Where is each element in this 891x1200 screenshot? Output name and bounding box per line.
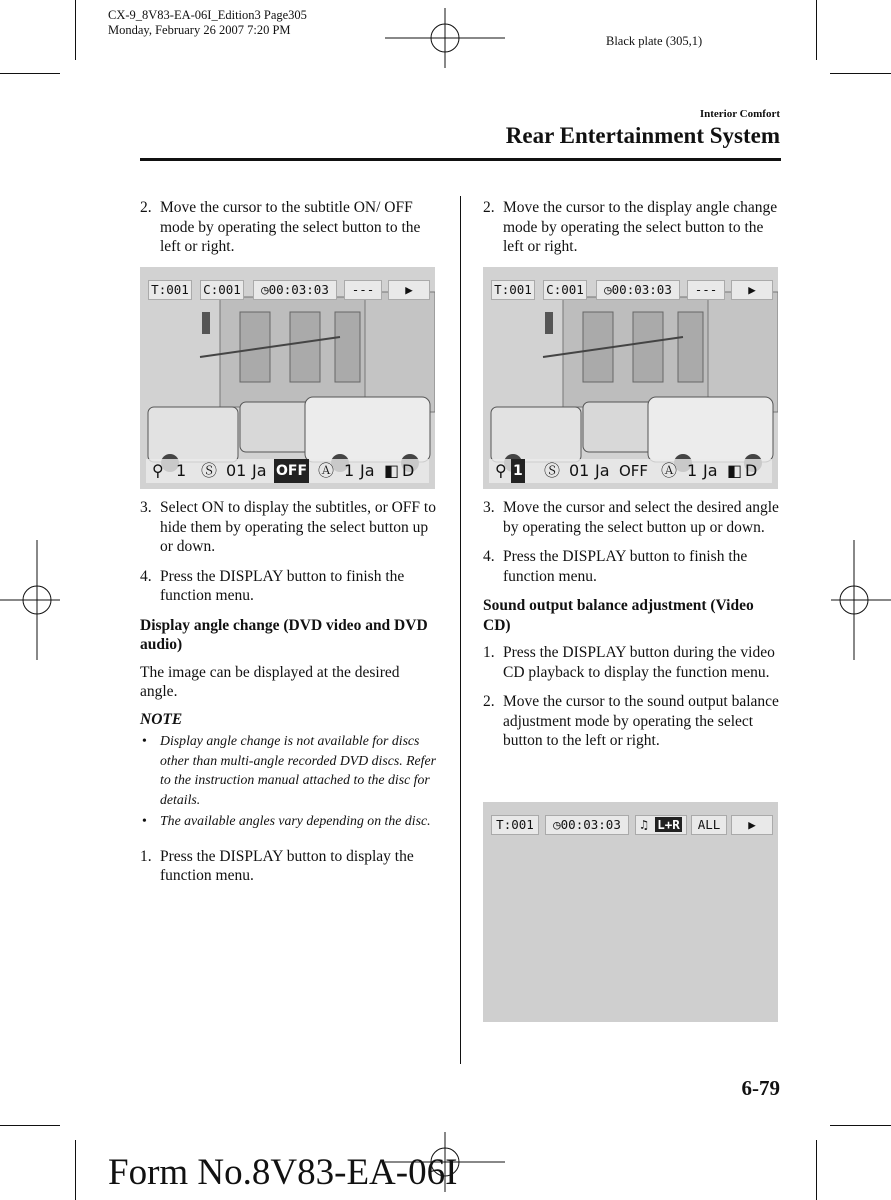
step <box>140 847 440 886</box>
crop-mark <box>816 0 817 60</box>
sound-balance-value: L+R <box>657 817 680 832</box>
repeat-mode: --- <box>344 280 382 300</box>
note-text: Display angle change is not available for discs other than multi-angle recorded DVD discs. Refer to the instruction manual attached to the disc for details. <box>160 733 437 807</box>
clock-icon: ◷ <box>604 282 612 297</box>
street-scene-image <box>483 267 778 489</box>
crop-mark <box>0 1125 60 1126</box>
step <box>483 498 781 537</box>
repeat-mode: --- <box>687 280 725 300</box>
audio-language: Ja <box>703 461 718 480</box>
audio-icon: Ⓐ <box>661 461 678 480</box>
chapter-number: C:001 <box>200 280 244 300</box>
step <box>140 198 440 257</box>
crop-mark <box>75 0 76 60</box>
column-divider <box>460 196 461 1064</box>
step-number: 3. <box>140 499 152 516</box>
subtitle-state: OFF <box>619 462 649 480</box>
step-number: 2. <box>140 199 152 216</box>
audio-icon: Ⓐ <box>318 461 335 480</box>
angle-icon: ⚲ <box>152 461 164 480</box>
elapsed-time <box>253 280 337 300</box>
clock-icon: ◷ <box>261 282 269 297</box>
step-number: 1. <box>140 847 152 865</box>
crop-mark <box>816 1140 817 1200</box>
dolby-icon: ◧ <box>727 461 743 480</box>
paragraph: The image can be displayed at the desired angle. <box>140 663 400 700</box>
title-number: T:001 <box>491 280 535 300</box>
section-label: Interior Comfort <box>699 108 780 120</box>
step <box>483 692 781 751</box>
audio-number: 1 <box>344 461 355 480</box>
form-number: Form No.8V83-EA-06I <box>108 1152 458 1193</box>
note-text: The available angles vary depending on the disc. <box>160 813 431 828</box>
left-column <box>140 198 440 267</box>
angle-number: 1 <box>176 461 187 480</box>
step-text: Press the DISPLAY button to finish the function menu. <box>503 548 748 585</box>
music-note-icon: ♫ <box>640 817 648 832</box>
dvd-screen-angle <box>483 267 778 489</box>
crop-mark <box>830 73 891 74</box>
step <box>483 547 781 586</box>
step-text: Move the cursor to the display angle change mode by operating the select button to the left or right. <box>503 199 778 255</box>
subtitle-language: Ja <box>595 461 610 480</box>
subtitle-state-selected: OFF <box>274 459 309 483</box>
step-number: 4. <box>483 548 495 565</box>
step-text: Move the cursor to the sound output balance adjustment mode by operating the select button to the left or right. <box>503 693 779 749</box>
subtitle-number: 01 <box>226 461 247 480</box>
registration-mark-icon <box>0 540 60 660</box>
dvd-screen-subtitle <box>140 267 435 489</box>
sound-balance <box>635 815 687 835</box>
note-bullet <box>140 811 440 831</box>
elapsed-time <box>545 815 629 835</box>
note-bullet <box>140 731 440 809</box>
step-text: Select ON to display the subtitles, or OFF to hide them by operating the select button up or down. <box>160 499 436 555</box>
left-column-lower <box>140 498 440 896</box>
step-text: Press the DISPLAY button to display the function menu. <box>160 847 414 884</box>
note-heading: NOTE <box>140 710 183 728</box>
step-text: Move the cursor to the subtitle ON/ OFF mode by operating the select button to the left or right. <box>160 199 421 255</box>
print-header-line2: Monday, February 26 2007 7:20 PM <box>108 23 291 37</box>
crop-mark <box>830 1125 891 1126</box>
subtitle-icon: Ⓢ <box>544 461 561 480</box>
page-number: 6-79 <box>741 1076 780 1100</box>
subtitle-icon: Ⓢ <box>201 461 218 480</box>
step <box>140 498 440 557</box>
bullet-icon: • <box>142 813 147 828</box>
step-number: 2. <box>483 199 495 216</box>
play-icon: ▶ <box>388 280 430 300</box>
step-number: 3. <box>483 499 495 516</box>
elapsed-time-value: 00:03:03 <box>560 817 621 832</box>
osd-status-bar <box>489 459 772 483</box>
step-number: 4. <box>140 567 152 585</box>
street-scene-image <box>140 267 435 489</box>
chapter-number: C:001 <box>543 280 587 300</box>
elapsed-time-value: 00:03:03 <box>268 282 329 297</box>
step <box>140 567 440 606</box>
elapsed-time-value: 00:03:03 <box>611 282 672 297</box>
step-number: 1. <box>483 644 495 661</box>
play-icon: ▶ <box>731 280 773 300</box>
angle-icon: ⚲ <box>495 461 507 480</box>
clock-icon: ◷ <box>553 817 561 832</box>
section-heading: Sound output balance adjustment (Video CD) <box>483 597 754 634</box>
elapsed-time <box>596 280 680 300</box>
right-column-lower <box>483 498 781 761</box>
bullet-icon: • <box>142 733 147 748</box>
print-header-line1: CX-9_8V83-EA-06I_Edition3 Page305 <box>108 8 307 22</box>
audio-number: 1 <box>687 461 698 480</box>
plate-label: Black plate (305,1) <box>606 34 703 48</box>
audio-format: D <box>402 461 415 480</box>
track-number: T:001 <box>491 815 539 835</box>
play-icon: ▶ <box>731 815 773 835</box>
crop-mark <box>75 1140 76 1200</box>
section-heading: Display angle change (DVD video and DVD audio) <box>140 616 428 653</box>
step <box>483 643 781 682</box>
title-number: T:001 <box>148 280 192 300</box>
crop-mark <box>0 73 60 74</box>
title-rule <box>140 158 781 161</box>
registration-mark-icon <box>385 8 505 68</box>
page-title: Rear Entertainment System <box>505 123 780 148</box>
repeat-mode: ALL <box>691 815 727 835</box>
dolby-icon: ◧ <box>384 461 400 480</box>
registration-mark-icon <box>831 540 891 660</box>
audio-language: Ja <box>360 461 375 480</box>
print-header <box>108 8 307 38</box>
audio-format: D <box>745 461 758 480</box>
angle-number-selected: 1 <box>511 459 525 483</box>
step-text: Move the cursor and select the desired angle by operating the select button up or down. <box>503 499 779 536</box>
step-number: 2. <box>483 693 495 710</box>
right-column <box>483 198 781 267</box>
subtitle-number: 01 <box>569 461 590 480</box>
step-text: Press the DISPLAY button during the video CD playback to display the function menu. <box>503 644 775 681</box>
step-text: Press the DISPLAY button to finish the function menu. <box>160 567 405 604</box>
osd-status-bar <box>146 459 429 483</box>
vcd-screen <box>483 802 778 1022</box>
subtitle-language: Ja <box>252 461 267 480</box>
step <box>483 198 781 257</box>
